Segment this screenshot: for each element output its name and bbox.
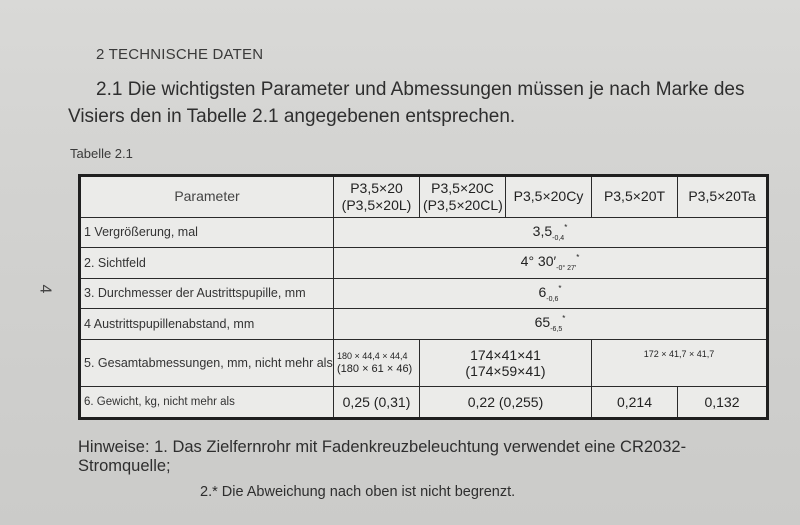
row-label: 2. Sichtfeld [80, 248, 334, 279]
header-col1-line1: P3,5×20 [350, 179, 403, 196]
dimensions-col3: 172 × 41,7 × 41,7 [592, 339, 768, 387]
row-label: 1 Vergrößerung, mal [80, 217, 334, 248]
header-col-p35x20t: P3,5×20T [592, 176, 678, 218]
weight-col4: 0,132 [678, 387, 768, 419]
table-row-eye-relief [80, 309, 768, 340]
header-parameter: Parameter [80, 176, 334, 218]
table-row-weight [80, 387, 768, 419]
value-main: 3,5 [532, 222, 553, 239]
table-row-dimensions [80, 339, 768, 387]
header-col1-line2: (P3,5×20L) [341, 196, 412, 213]
table-row-magnification [80, 217, 768, 248]
row-label: 4 Austrittspupillenabstand, mm [80, 309, 334, 340]
dimensions-col2-line2: (174×59×41) [465, 363, 546, 380]
dimensions-col1-line1: 180 × 44,4 × 44,4 [337, 351, 408, 362]
table-header-row [80, 176, 768, 218]
value-main: 65 [534, 314, 551, 331]
header-col-p35x20 [334, 176, 420, 218]
row-value [334, 278, 768, 309]
spec-table [78, 174, 769, 420]
value-tolerance: -6,5 [550, 326, 563, 334]
dimensions-col2-line1: 174×41×41 [470, 347, 541, 364]
value-tolerance: -0° 27′ [556, 265, 577, 273]
header-col2-line2: (P3,5×20CL) [423, 196, 503, 213]
row-label: 3. Durchmesser der Austrittspupille, mm [80, 278, 334, 309]
notes-line-2: 2.* Die Abweichung nach oben ist nicht begrenzt. [200, 484, 516, 500]
value-tolerance: -0,4 [552, 234, 565, 242]
dimensions-col1 [334, 339, 420, 387]
table-row-field-of-view [80, 248, 768, 279]
header-col-p35x20c [420, 176, 506, 218]
row-label: 5. Gesamtabmessungen, mm, nicht mehr als [80, 339, 334, 387]
row-value [334, 248, 768, 279]
row-value [334, 217, 768, 248]
intro-paragraph: 2.1 Die wichtigsten Parameter und Abmessungen müssen je nach Marke des Visiers den in Tabelle 2.1 angegebenen entsprechen. [68, 79, 745, 127]
header-col-p35x20cy: P3,5×20Cy [506, 176, 592, 218]
row-value [334, 309, 768, 340]
weight-col3: 0,214 [592, 387, 678, 419]
value-main: 4° 30′ [520, 253, 557, 270]
value-mark: * [564, 222, 568, 232]
row-label: 6. Gewicht, kg, nicht mehr als [80, 387, 334, 419]
header-col-p35x20ta: P3,5×20Ta [678, 176, 768, 218]
notes-line-1: Hinweise: 1. Das Zielfernrohr mit Fadenkreuzbeleuchtung verwendet eine CR2032-Stromquelle; [78, 438, 687, 475]
table-caption: Tabelle 2.1 [70, 146, 133, 161]
value-main: 6 [538, 283, 547, 300]
value-mark: * [576, 253, 580, 263]
section-heading: 2 TECHNISCHE DATEN [96, 46, 264, 63]
margin-page-mark: 4 [36, 284, 54, 294]
table-row-exit-pupil-diameter [80, 278, 768, 309]
weight-col2: 0,22 (0,255) [420, 387, 592, 419]
weight-col1: 0,25 (0,31) [334, 387, 420, 419]
header-col2-line1: P3,5×20C [431, 179, 494, 196]
value-mark: * [562, 314, 566, 324]
value-tolerance: -0,6 [546, 295, 559, 303]
dimensions-col1-line2: (180 × 61 × 46) [337, 363, 413, 376]
dimensions-col2 [420, 339, 592, 387]
value-mark: * [558, 283, 562, 293]
